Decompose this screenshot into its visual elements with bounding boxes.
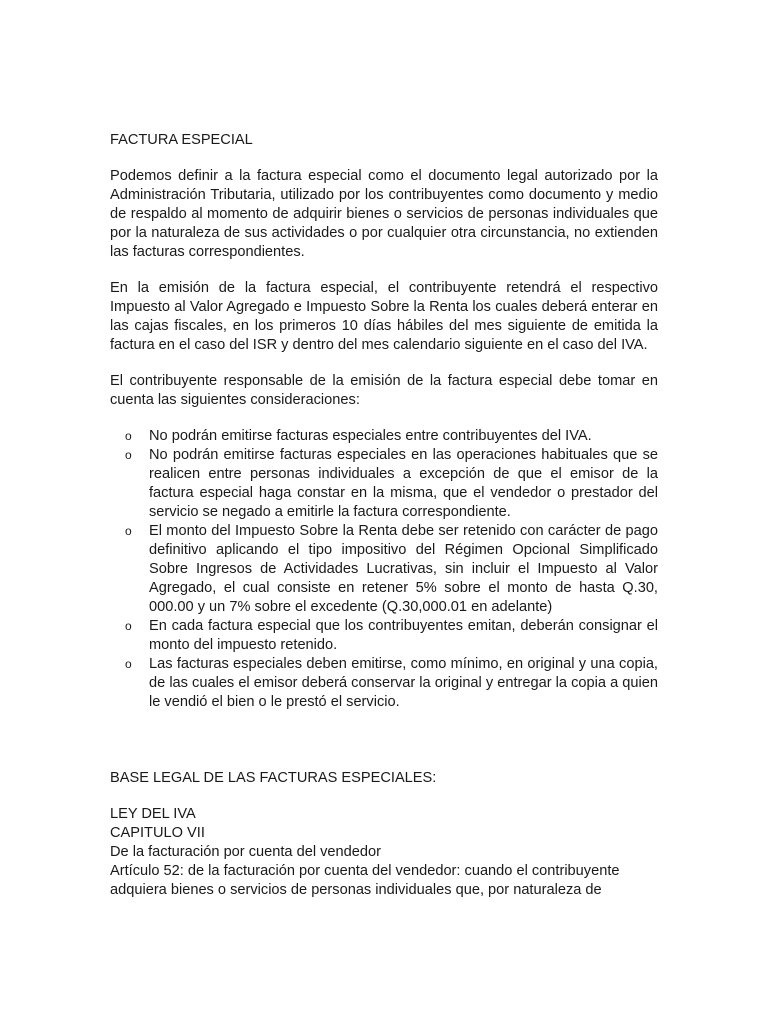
list-item [110,446,658,522]
legal-basis-heading: BASE LEGAL DE LAS FACTURAS ESPECIALES: [110,770,437,786]
list-item-text: No podrán emitirse facturas especiales en las operaciones habituales que se realicen entre personas individuales a excepción de que el emisor de la factura especial haga constar en la misma, que el vendedor o prestador del servicio se negado a emitirle la factura correspondiente. [149,447,658,520]
document-body [110,131,658,900]
paragraph-definition: Podemos definir a la factura especial como el documento legal autorizado por la Administración Tributaria, utilizado por los contribuyentes como documento y medio de respaldo al momento de adquirir bienes o servicios de personas individuales que por la naturaleza de sus actividades o por cualquier otra circunstancia, no extienden las facturas correspondientes. [110,168,658,260]
bullet-marker: o [125,429,132,443]
list-item [110,522,658,617]
bullet-marker: o [125,657,132,671]
bullet-marker: o [125,524,132,538]
list-item-text: No podrán emitirse facturas especiales entre contribuyentes del IVA. [149,428,592,444]
bullet-marker: o [125,448,132,462]
paragraph-emission: En la emisión de la factura especial, el contribuyente retendrá el respectivo Impuesto al Valor Agregado e Impuesto Sobre la Renta los cuales deberá enterar en las cajas fiscales, en los primeros 10 días hábiles del mes siguiente de emitida la factura en el caso del ISR y dentro del mes calendario siguiente en el caso del IVA. [110,280,658,353]
section-spacer [110,712,658,769]
document-title: FACTURA ESPECIAL [110,132,253,148]
list-item [110,427,658,446]
paragraph-considerations: El contribuyente responsable de la emisión de la factura especial debe tomar en cuenta las siguientes consideraciones: [110,373,658,408]
list-item-text: En cada factura especial que los contribuyentes emitan, deberán consignar el monto del impuesto retenido. [149,618,658,653]
list-item-text: Las facturas especiales deben emitirse, como mínimo, en original y una copia, de las cuales el emisor deberá conservar la original y entregar la copia a quien le vendió el bien o le prestó el servicio. [149,656,658,710]
list-item [110,655,658,712]
list-item [110,617,658,655]
list-item-text: El monto del Impuesto Sobre la Renta debe ser retenido con carácter de pago definitivo aplicando el tipo impositivo del Régimen Opcional Simplificado Sobre Ingresos de Actividades Lucrativas, sin incluir el Impuesto al Valor Agregado, el cual consiste en retener 5% sobre el monto de hasta Q.30, 000.00 y un 7% sobre el excedente (Q.30,000.01 en adelante) [149,523,658,615]
bullet-marker: o [125,619,132,633]
law-name: LEY DEL IVA [110,806,196,822]
chapter-title: De la facturación por cuenta del vendedor [110,844,381,860]
chapter-number: CAPITULO VII [110,825,205,841]
article-text: Artículo 52: de la facturación por cuenta del vendedor: cuando el contribuyente adquiera bienes o servicios de personas individuales que, por naturaleza de [110,863,620,898]
considerations-list [110,427,658,712]
